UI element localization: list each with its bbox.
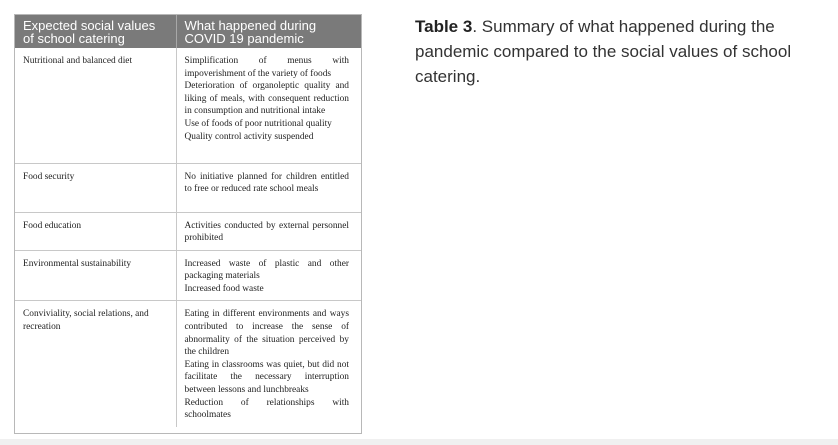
row-label-food-security: Food security <box>15 163 176 212</box>
table-row <box>15 301 361 427</box>
table-cell-item: Reduction of relationships with schoolmates <box>184 397 349 421</box>
row-value-food-education <box>176 212 361 250</box>
table-cell-item: Deterioration of organoleptic quality and liking of meals, with consequent reduction in consumption and nutritional intake <box>184 81 349 117</box>
table-caption-label: Table 3 <box>415 17 473 36</box>
page-bottom-strip <box>0 439 838 445</box>
table-caption <box>415 14 825 89</box>
column-header-covid-events: What happened during COVID 19 pandemic <box>176 15 361 48</box>
table-caption-text: . Summary of what happened during the pandemic compared to the social values of school catering. <box>415 17 792 86</box>
row-value-conviviality <box>176 301 361 427</box>
row-value-food-security <box>176 163 361 212</box>
table-row <box>15 212 361 250</box>
table-cell-item: Increased food waste <box>184 283 264 294</box>
table-cell-item: No initiative planned for children entitled to free or reduced rate school meals <box>184 171 349 195</box>
table-row <box>15 48 361 163</box>
table-cell-item: Eating in different environments and ways contributed to increase the sense of abnormality of the situation perceived by the children <box>184 309 349 358</box>
row-value-environmental-sustainability <box>176 250 361 301</box>
summary-table-container <box>14 14 362 434</box>
table-row <box>15 250 361 301</box>
row-value-nutritional-diet <box>176 48 361 163</box>
table-cell-item: Increased waste of plastic and other packaging materials <box>184 258 349 282</box>
table-cell-item: Simplification of menus with impoverishment of the variety of foods <box>184 56 349 79</box>
row-label-conviviality: Conviviality, social relations, and recreation <box>15 301 176 427</box>
row-label-nutritional-diet: Nutritional and balanced diet <box>15 48 176 163</box>
table-cell-item: Quality control activity suspended <box>184 131 314 142</box>
summary-table <box>15 15 361 427</box>
column-header-social-values: Expected social values of school catering <box>15 15 176 48</box>
table-cell-item: Activities conducted by external personnel prohibited <box>184 220 349 244</box>
table-cell-item: Use of foods of poor nutritional quality <box>184 118 332 129</box>
table-row <box>15 163 361 212</box>
table-header-row <box>15 15 361 48</box>
row-label-environmental-sustainability: Environmental sustainability <box>15 250 176 301</box>
row-label-food-education: Food education <box>15 212 176 250</box>
table-cell-item: Eating in classrooms was quiet, but did not facilitate the necessary interruption between lessons and lunchbreaks <box>184 359 349 396</box>
